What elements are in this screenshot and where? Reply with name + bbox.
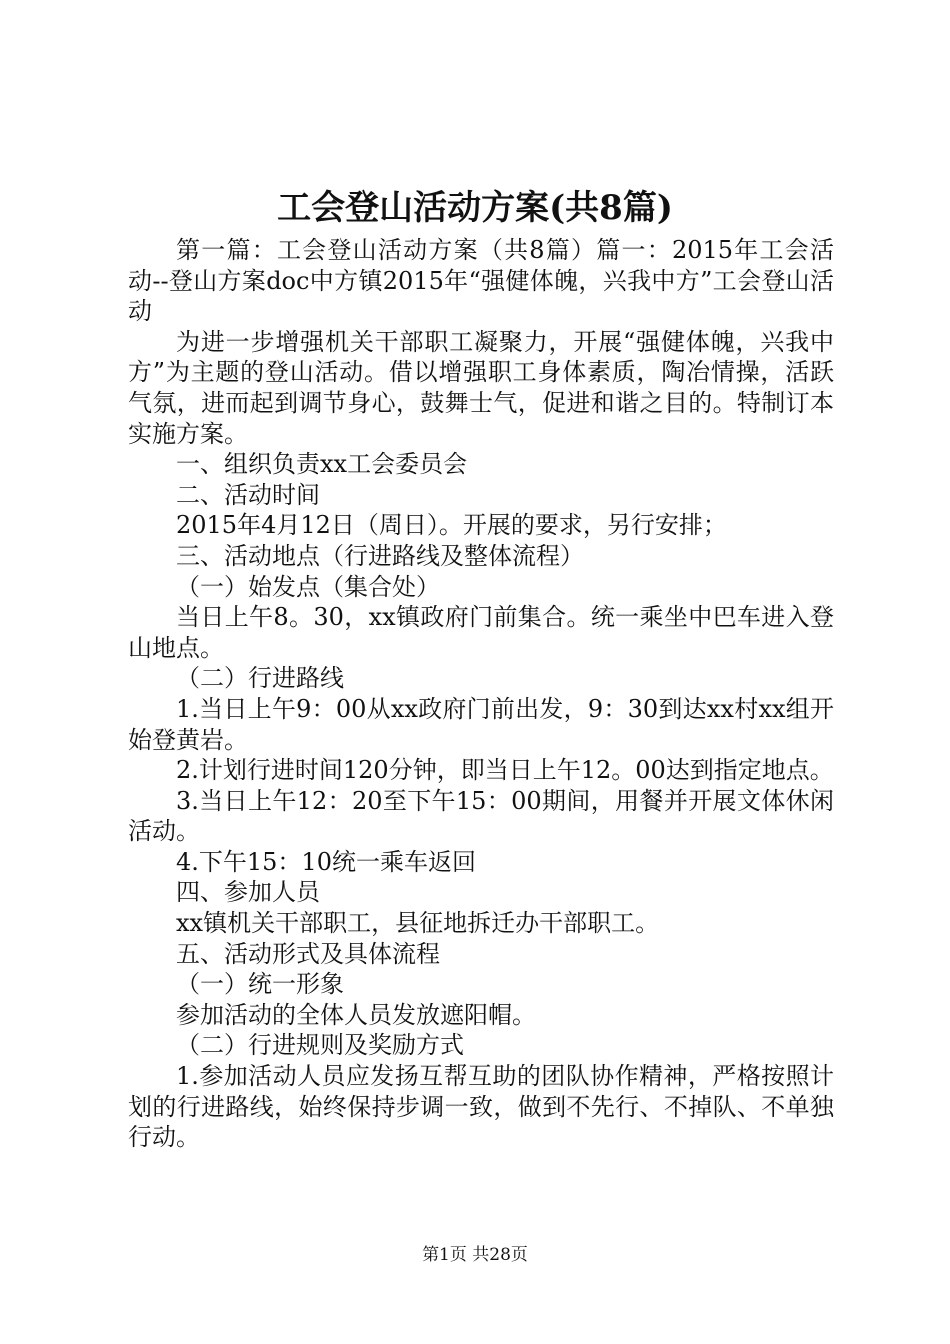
paragraph: 1.参加活动人员应发扬互帮互助的团队协作精神，严格按照计划的行进路线，始终保持步调一致，做到不先行、不掉队、不单独行动。 (128, 1062, 834, 1152)
paragraph: 四、参加人员 (176, 878, 320, 907)
document-title: 工会登山活动方案(共8篇) (277, 188, 673, 228)
paragraph: 3.当日上午12：20至下午15：00期间，用餐并开展文体休闲活动。 (128, 786, 834, 846)
paragraph: （一）统一形象 (176, 970, 344, 999)
paragraph: 五、活动形式及具体流程 (176, 939, 440, 968)
paragraph: 第一篇：工会登山活动方案（共8篇）篇一：2015年工会活动--登山方案doc中方镇2015年“强健体魄，兴我中方”工会登山活动 (128, 236, 834, 326)
paragraph: 1.当日上午9：00从xx政府门前出发，9：30到达xx村xx组开始登黄岩。 (128, 694, 834, 754)
paragraph: 4.下午15：10统一乘车返回 (176, 847, 476, 876)
paragraph: 2015年4月12日（周日）。开展的要求，另行安排； (176, 511, 727, 540)
paragraph: 为进一步增强机关干部职工凝聚力，开展“强健体魄，兴我中方”为主题的登山活动。借以增强职工身体素质，陶冶情操，活跃气氛，进而起到调节身心，鼓舞士气，促进和谐之目的。特制订本实施方案。 (128, 327, 834, 448)
paragraph: 当日上午8。30，xx镇政府门前集合。统一乘坐中巴车进入登山地点。 (128, 603, 834, 662)
paragraph: 参加活动的全体人员发放遮阳帽。 (176, 1000, 536, 1029)
page-number: 第1页 共28页 (422, 1245, 528, 1265)
paragraph: 二、活动时间 (176, 480, 320, 509)
paragraph: 2.计划行进时间120分钟，即当日上午12。00达到指定地点。 (176, 756, 834, 785)
paragraph: （二）行进路线 (176, 664, 344, 693)
paragraph: 一、组织负责xx工会委员会 (176, 450, 468, 479)
paragraph: 三、活动地点（行进路线及整体流程） (176, 541, 584, 570)
paragraph: （一）始发点（集合处） (176, 572, 440, 601)
paragraph: （二）行进规则及奖励方式 (176, 1031, 464, 1060)
paragraph: xx镇机关干部职工，县征地拆迁办干部职工。 (176, 909, 660, 938)
document-body (128, 235, 834, 1153)
